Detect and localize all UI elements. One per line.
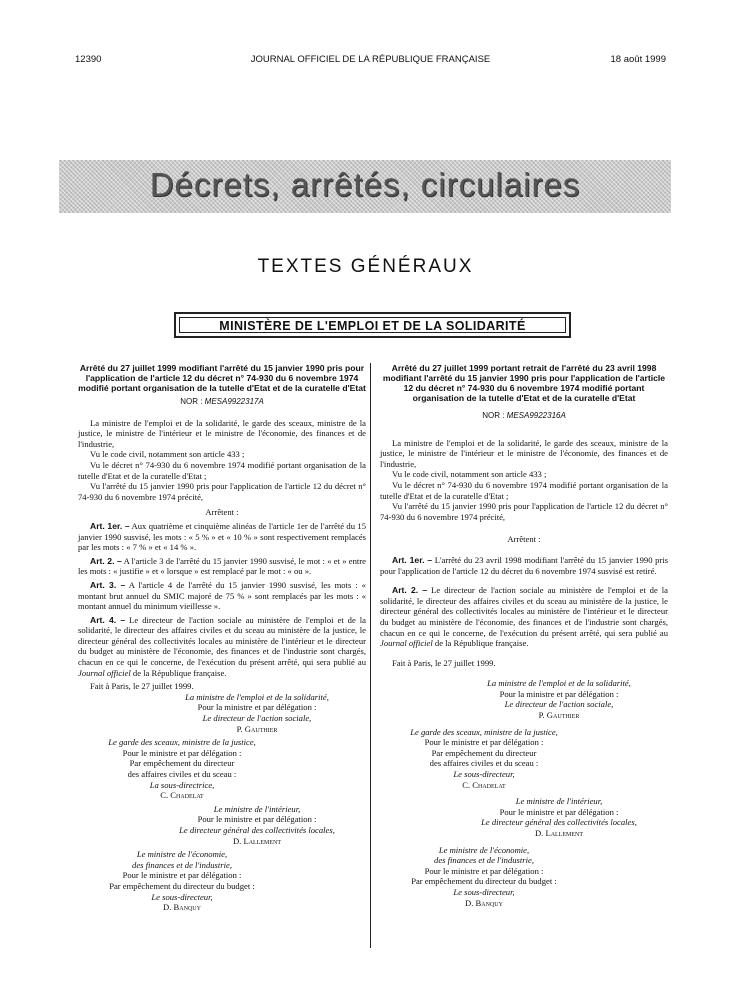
section-banner: [59, 160, 671, 213]
banner-title: Décrets, arrêtés, circulaires: [149, 166, 581, 203]
section-title: TEXTES GÉNÉRAUX: [257, 256, 474, 277]
article-4: Art. 4. – Le directeur de l'action sociale au ministère de l'emploi et de la solidarité, le directeur des affaires civiles et du sceau au ministère de la justice, le directeur général des collectivités locales au ministère de l'intérieur et le directeur du budget au ministère de l'économie, des finances et de l'industrie sont chargés, chacun en ce qui le concerne, de l'exécution du présent arrêté, qui sera publié au Journal officiel de la République française.: [78, 614, 366, 678]
article-2: Art. 2. – A l'article 3 de l'arrêté du 15 janvier 1990 susvisé, le mot : « et » entre les mots : « justifie » et « lorsque » est remplacé par le mot : « ou ».: [78, 555, 366, 577]
article-1: Art. 1er. – L'arrêté du 23 avril 1998 modifiant l'arrêté du 15 janvier 1990 pris pour l'application de l'article 12 du décret du 6 novembre 1974 susvisé est retiré.: [380, 554, 669, 576]
vu-clause: Vu le décret n° 74-930 du 6 novembre 1974 modifié portant organisation de la tutelle d'Etat et de la curatelle d'Etat ;: [380, 479, 668, 501]
article-2: Art. 2. – Le directeur de l'action sociale au ministère de l'emploi et de la solidarité, le directeur des affaires civiles et du sceau au ministère de la justice, le directeur général des collectivités locales au ministère de l'intérieur et le directeur du budget au ministère de l'économie, des finances et de l'industrie sont chargés, chacun en ce qui le concerne, de l'exécution du présent arrêté, qui sera publié au Journal officiel de la République française.: [380, 585, 668, 649]
issue-date: 18 août 1999: [610, 54, 666, 65]
ministry-box: [174, 312, 571, 338]
left-column: [78, 363, 366, 913]
page-header: [75, 54, 666, 68]
signature-block: Le ministre de l'intérieur, Pour le ministre et par délégation : Le directeur général des collectivités locales, D. Lallement: [481, 796, 637, 838]
journal-title: JOURNAL OFFICIEL DE LA RÉPUBLIQUE FRANÇAISE: [250, 54, 491, 65]
nor-reference: NOR : MESA9922316A: [482, 411, 566, 420]
decree-title: Arrêté du 27 juillet 1999 portant retrait de l'arrêté du 23 avril 1998 modifiant l'arrêté du 15 janvier 1990 pris pour l'application de l'article 12 du décret n° 74-930 du 6 novembre 1974 modifié portant organisation de la tutelle d'Etat et de la curatelle d'Etat: [382, 363, 666, 403]
article-3: Art. 3. – A l'article 4 de l'arrêté du 15 janvier 1990 susvisé, les mots : « montant brut annuel du SMIC majoré de 75 % » sont remplacés par les mots : « montant annuel du minimum vieillesse ».: [78, 579, 366, 612]
signature-date: Fait à Paris, le 27 juillet 1999.: [90, 681, 194, 692]
signature-block: La ministre de l'emploi et de la solidarité, Pour la ministre et par délégation : Le directeur de l'action sociale, P. Gauthier: [185, 691, 329, 734]
signature-block: Le ministre de l'économie, des finances et de l'industrie, Pour le ministre et par délégation : Par empêchement du directeur du budget : Le sous-directeur, D. Banquy: [109, 849, 255, 913]
article-1: Art. 1er. – Aux quatrième et cinquième alinéas de l'article 1er de l'arrêté du 15 janvier 1990 susvisé, les mots : « 5 % » et « 10 % » sont respectivement remplacés par les mots : « 7 % » et « 14 % ».: [78, 520, 366, 553]
signature-block: Le garde des sceaux, ministre de la justice, Pour le ministre et par délégation : Par empêchement du directeur des affaires civiles et du sceau : La sous-directrice, C. Chadelat: [108, 737, 256, 801]
vu-clause: Vu le décret n° 74-930 du 6 novembre 1974 modifié portant organisation de la tutelle d'Etat et de la curatelle d'Etat ;: [78, 459, 366, 481]
arretent-label: Arrêtent :: [205, 507, 239, 518]
signature-block: Le ministre de l'économie, des finances et de l'industrie, Pour le ministre et par délégation : Par empêchement du directeur du budget : Le sous-directeur, D. Banquy: [411, 844, 557, 908]
preamble: La ministre de l'emploi et de la solidarité, le garde des sceaux, ministre de la justice, le ministre de l'intérieur et le ministre de l'économie, des finances et de l'industrie,: [78, 417, 366, 449]
vu-clause: Vu le code civil, notamment son article 433 ;: [392, 469, 547, 480]
page-number: 12390: [75, 54, 102, 65]
vu-clause: Vu l'arrêté du 15 janvier 1990 pris pour l'application de l'article 12 du décret n° 74-930 du 6 novembre 1974 précité,: [380, 501, 668, 522]
decree-title: Arrêté du 27 juillet 1999 modifiant l'arrêté du 15 janvier 1990 pris pour l'application de l'article 12 du décret n° 74-930 du 6 novembre 1974 modifié portant organisation de la tutelle d'Etat et de la curatelle d'Etat: [78, 363, 366, 393]
arretent-label: Arrêtent :: [507, 534, 541, 545]
signature-block: Le ministre de l'intérieur, Pour le ministre et par délégation : Le directeur général des collectivités locales, D. Lallement: [179, 803, 335, 846]
vu-clause: Vu l'arrêté du 15 janvier 1990 pris pour l'application de l'article 12 du décret n° 74-930 du 6 novembre 1974 précité,: [78, 481, 366, 502]
preamble: La ministre de l'emploi et de la solidarité, le garde des sceaux, ministre de la justice, le ministre de l'intérieur et le ministre de l'économie, des finances et de l'industrie,: [380, 437, 668, 469]
vu-clause: Vu le code civil, notamment son article 433 ;: [90, 449, 245, 460]
nor-reference: NOR : MESA9922317A: [180, 397, 264, 406]
column-divider: [370, 363, 371, 948]
ministry-name: MINISTÈRE DE L'EMPLOI ET DE LA SOLIDARITÉ: [179, 317, 566, 333]
right-column: [380, 363, 668, 908]
signature-block: Le garde des sceaux, ministre de la justice, Pour le ministre et par délégation : Par empêchement du directeur des affaires civiles et du sceau : Le sous-directeur, C. Chadelat: [410, 726, 558, 790]
signature-block: La ministre de l'emploi et de la solidarité, Pour la ministre et par délégation : Le directeur de l'action sociale, P. Gauthier: [487, 678, 631, 721]
signature-date: Fait à Paris, le 27 juillet 1999.: [392, 657, 496, 668]
